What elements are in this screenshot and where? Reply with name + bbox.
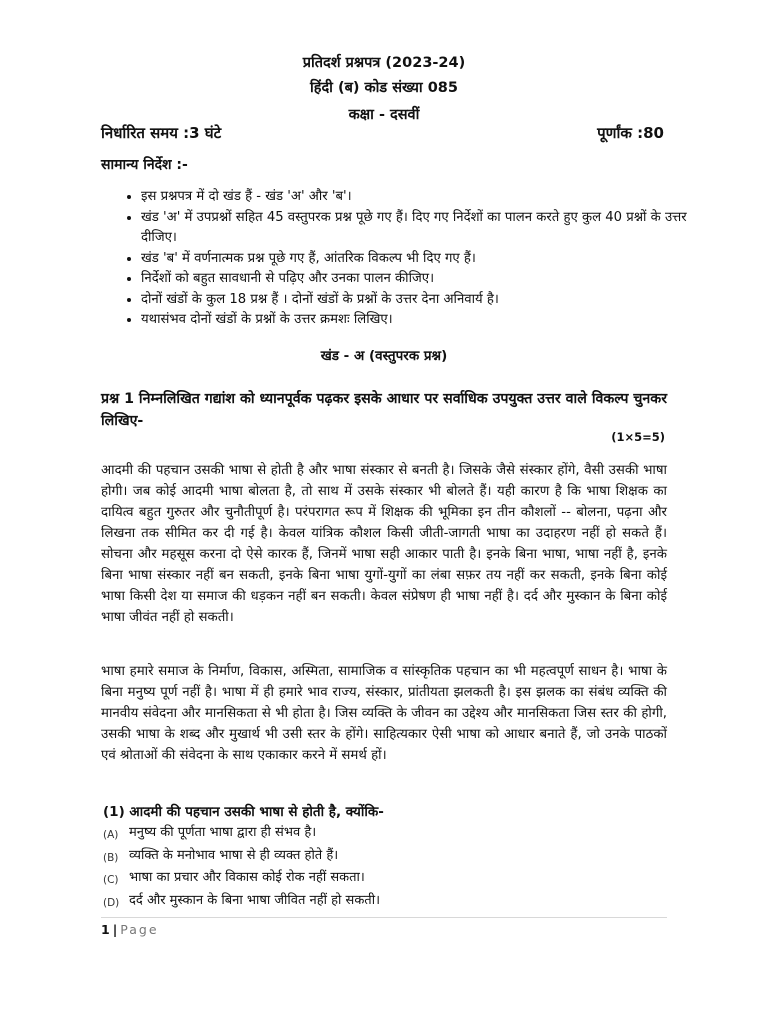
option-text: व्यक्ति के मनोभाव भाषा से ही व्यक्त होते हैं। [129, 847, 339, 863]
question-marks: (1×5=5) [611, 430, 665, 444]
instruction-item: • खंड 'अ' में उपप्रश्नों सहित 45 वस्तुपरक प्रश्न पूछे गए हैं। दिए गए निर्देशों का पालन करते हुए कुल 40 प्रश्नों के उत्तर दीजिए। [141, 208, 691, 249]
instructions-list [121, 187, 691, 331]
page-footer [101, 922, 159, 937]
passage-paragraph-2: भाषा हमारे समाज के निर्माण, विकास, अस्मिता, सामाजिक व सांस्कृतिक पहचान का भी महत्वपूर्ण साधन है। भाषा के बिना मनुष्य पूर्ण नहीं है। भाषा में ही हमारे भाव राज्य, संस्कार, प्रांतीयता झलकती है। इस झलक का संबंध व्यक्ति की मानवीय संवेदना और मानसिकता से भी होता है। जिस व्यक्ति के जीवन का उद्देश्य और मानसिकता जिस स्तर की होगी, उसकी भाषा के शब्द और मुखार्थ भी उसी स्तर के होंगे। साहित्यकार ऐसी भाषा को आधार बनाते हैं, जो उनके पाठकों एवं श्रोताओं की संवेदना के साथ एकाकार करने में समर्थ हों। [101, 664, 667, 763]
question-title: प्रश्न 1 निम्नलिखित गद्यांश को ध्यानपूर्वक पढ़कर इसके आधार पर सर्वाधिक उपयुक्त उत्तर वाले विकल्प चुनकर लिखिए- [101, 391, 667, 429]
option-key: (B) [103, 851, 119, 864]
option-text: भाषा का प्रचार और विकास कोई रोक नहीं सकता। [129, 870, 365, 886]
option-b [103, 846, 663, 869]
instruction-item: • दोनों खंडों के कुल 18 प्रश्न हैं । दोनों खंडों के प्रश्नों के उत्तर देना अनिवार्य है। [141, 290, 691, 311]
option-d [103, 891, 663, 914]
instruction-item: • खंड 'ब' में वर्णनात्मक प्रश्न पूछे गए हैं, आंतरिक विकल्प भी दिए गए हैं। [141, 249, 691, 270]
passage-paragraph-1: आदमी की पहचान उसकी भाषा से होती है और भाषा संस्कार से बनती है। जिसके जैसे संस्कार होंगे, वैसी उसकी भाषा होगी। जब कोई आदमी भाषा बोलता है, तो साथ में उसके संस्कार भी बोलते हैं। यही कारण है कि भाषा शिक्षक का दायित्व बहुत गुरुतर और चुनौतीपूर्ण है। परंपरागत रूप में शिक्षक की भूमिका इन तीन कौशलों -- बोलना, पढ़ना और लिखना तक सीमित कर दी गई है। केवल यांत्रिक कौशल किसी जीती-जागती भाषा का उदाहरण नहीं हो सकते हैं। सोचना और महसूस करना दो ऐसे कारक हैं, जिनमें भाषा सही आकार पाती है। इनके बिना भाषा, भाषा नहीं है, इनके बिना भाषा संस्कार नहीं बन सकती, इनके बिना भाषा युगों-युगों का लंबा सफ़र तय नहीं कर सकती, इनके बिना कोई भाषा किसी देश या समाज की धड़कन नहीं बन सकती। केवल संप्रेषण ही भाषा नहीं है। दर्द और मुस्कान के बिना कोई भाषा जीवंत नहीं हो सकती। [101, 463, 667, 625]
page-number: 1 [101, 922, 110, 937]
paper-title: प्रतिदर्श प्रश्नपत्र (2023-24) [302, 55, 466, 71]
time-allowed: निर्धारित समय :3 घंटे [101, 124, 222, 142]
page-label: Page [120, 922, 159, 937]
instruction-item: • इस प्रश्नपत्र में दो खंड हैं - खंड 'अ' और 'ब'। [141, 187, 691, 208]
option-a [103, 823, 663, 846]
subject-code: हिंदी (ब) कोड संख्या 085 [309, 80, 458, 96]
max-marks: पूर्णांक :80 [597, 124, 664, 142]
instruction-item: • निर्देशों को बहुत सावधानी से पढ़िए और उनका पालन कीजिए। [141, 269, 691, 290]
meta-row [101, 123, 664, 143]
instruction-item: • यथासंभव दोनों खंडों के प्रश्नों के उत्तर क्रमशः लिखिए। [141, 310, 691, 331]
footer-separator: | [112, 922, 118, 937]
sub-question: (1) आदमी की पहचान उसकी भाषा से होती है, क्योंकि- [103, 804, 384, 820]
option-key: (D) [103, 897, 120, 910]
option-key: (C) [103, 874, 119, 887]
class-label: कक्षा - दसवीं [348, 107, 420, 123]
option-c [103, 868, 663, 891]
option-text: दर्द और मुस्कान के बिना भाषा जीवित नहीं हो सकती। [129, 893, 381, 909]
instructions-title: सामान्य निर्देश :- [101, 157, 188, 173]
section-title: खंड - अ (वस्तुपरक प्रश्न) [320, 348, 448, 364]
option-text: मनुष्य की पूर्णता भाषा द्वारा ही संभव है। [129, 825, 317, 840]
option-key: (A) [103, 829, 119, 841]
options-list [103, 823, 663, 914]
footer-divider [101, 917, 667, 918]
